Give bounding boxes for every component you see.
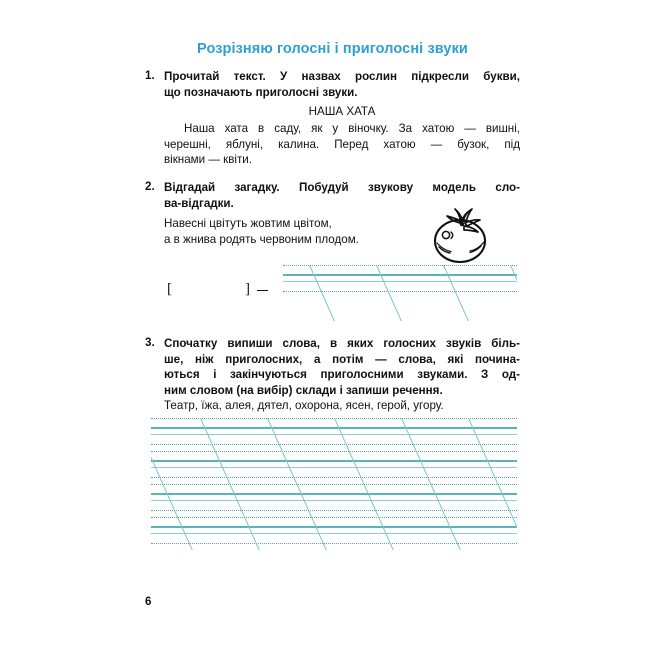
- rule-line: [151, 451, 517, 452]
- task-3-instruction: [164, 336, 520, 398]
- task-3-instruction-line-4: ним словом (на вибір) склади і запиши речення.: [164, 383, 443, 397]
- task-3-number: 3.: [145, 336, 155, 349]
- task-3-word-list: [164, 398, 520, 414]
- task-1-instruction-line-2: що позначають приголосні звуки.: [164, 85, 358, 99]
- task-2-riddle: [164, 216, 464, 247]
- page-title: Розрізняю голосні і приголосні звуки: [197, 41, 468, 57]
- task-1-text-line-2: черешні, яблуні, калина. Перед хатою — бузок, під: [164, 137, 520, 151]
- rule-line: [151, 434, 517, 435]
- task-1-number: 1.: [145, 69, 155, 82]
- rule-line: [151, 477, 517, 478]
- task-1-text-line-3: вікнами — квіти.: [164, 153, 252, 167]
- task-1-instruction: [164, 69, 520, 100]
- task-3-word-list-line: Театр, їжа, алея, дятел, охорона, ясен, герой, угору.: [164, 399, 444, 412]
- em-dash: [257, 290, 268, 291]
- task-3-instruction-line-1: Спочатку випиши слова, в яких голосних звуків біль-: [164, 337, 520, 350]
- rule-line: [151, 500, 517, 501]
- task-2-number: 2.: [145, 180, 155, 193]
- rule-line: [151, 510, 517, 511]
- rule-line: [151, 484, 517, 485]
- task-2-riddle-line-1: Навесні цвітуть жовтим цвітом,: [164, 217, 332, 230]
- rule-line: [283, 281, 517, 282]
- rule-line: [151, 428, 517, 429]
- task-2-instruction-line-2: ва-відгадки.: [164, 196, 234, 210]
- task-2-instruction-line-1: Відгадай загадку. Побудуй звукову модель сло-: [164, 181, 520, 194]
- rule-line: [283, 265, 517, 266]
- task-1-instruction-line-1: Прочитай текст. У назвах рослин підкресли букви,: [164, 70, 520, 83]
- rule-line: [151, 527, 517, 528]
- rule-line: [151, 517, 517, 518]
- rule-line: [151, 444, 517, 445]
- tomato-illustration-svg: [423, 205, 499, 267]
- task-2-answer-bracket[interactable]: [167, 282, 277, 302]
- rule-line: [151, 543, 517, 544]
- task-2-riddle-line-2: а в жнива родять червоним плодом.: [164, 232, 359, 246]
- bracket-open: [: [167, 281, 172, 297]
- rule-line: [151, 461, 517, 462]
- task-1-text-title: НАША ХАТА: [308, 105, 376, 118]
- rule-line: [151, 418, 517, 419]
- writing-lines-task-3[interactable]: [151, 418, 517, 550]
- page-number: 6: [145, 596, 152, 608]
- task-1-text: [164, 121, 520, 168]
- task-1-text-line-1: Наша хата в саду, як у віночку. За хатою — вишні,: [184, 122, 520, 135]
- page-content: [145, 0, 520, 650]
- rule-line: [151, 533, 517, 534]
- rule-line: [151, 494, 517, 495]
- rule-line: [283, 291, 517, 292]
- task-3-instruction-line-3: ються і закінчуються приголосними звуками. З од-: [164, 368, 520, 381]
- writing-lines-task-2[interactable]: [283, 265, 517, 321]
- rule-line: [283, 275, 517, 276]
- bracket-close: ]: [245, 281, 250, 297]
- task-3-instruction-line-2: ше, ніж приголосних, а потім — слова, які почина-: [164, 352, 520, 366]
- rule-line: [151, 467, 517, 468]
